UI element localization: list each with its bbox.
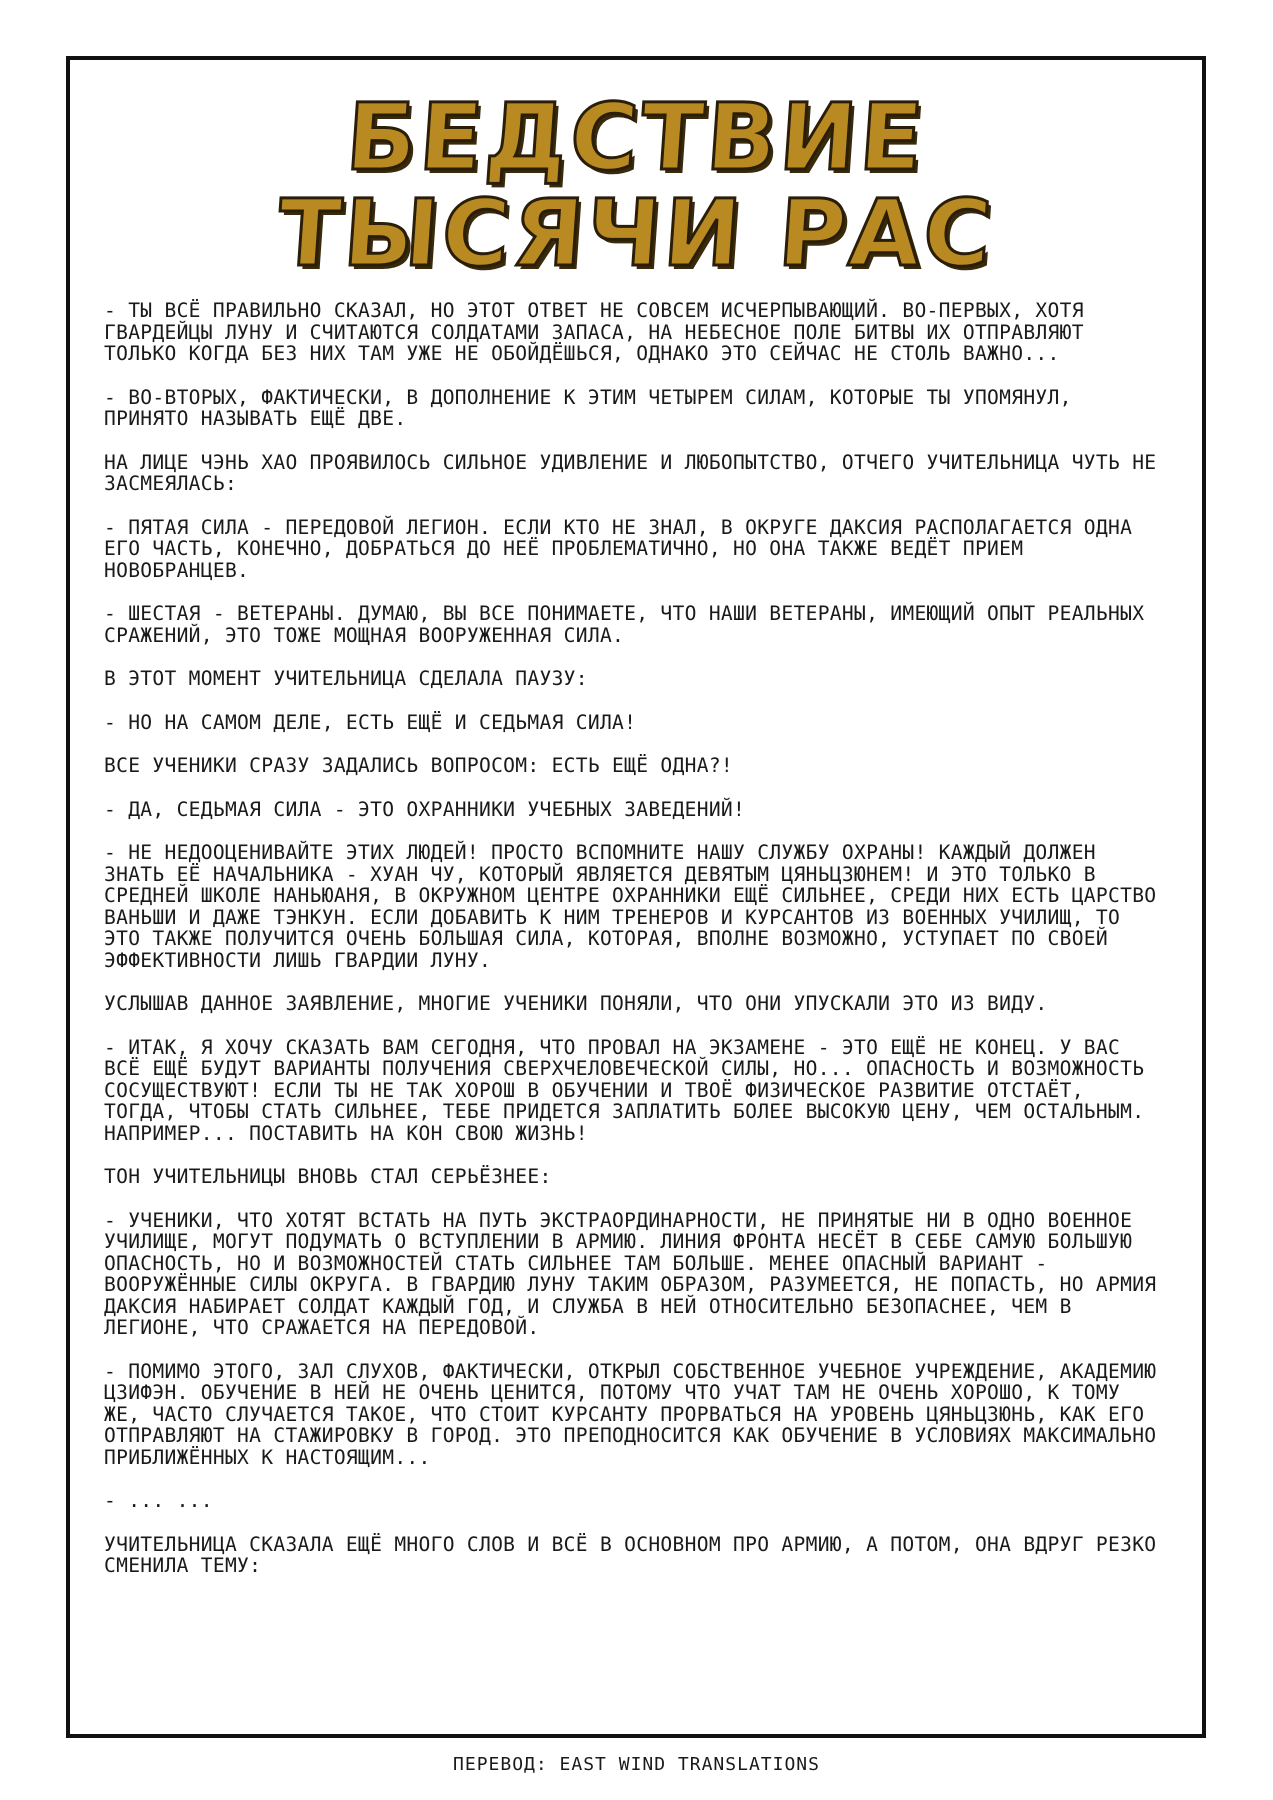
paragraph: - УЧЕНИКИ, ЧТО ХОТЯТ ВСТАТЬ НА ПУТЬ ЭКСТРАОРДИНАРНОСТИ, НЕ ПРИНЯТЫЕ НИ В ОДНО ВОЕННОЕ УЧИЛИЩЕ, МОГУТ ПОДУМАТЬ О ВСТУПЛЕНИИ В АРМИЮ. ЛИНИЯ ФРОНТА НЕСЁТ В СЕБЕ САМУЮ БОЛЬШУЮ ОПАСНОСТЬ, НО И ВОЗМОЖНОСТЕЙ СТАТЬ СИЛЬНЕЕ ТАМ БОЛЬШЕ. МЕНЕЕ ОПАСНЫЙ ВАРИАНТ - ВООРУЖЁННЫЕ СИЛЫ ОКРУГА. В ГВАРДИЮ ЛУНУ ТАКИМ ОБРАЗОМ, РАЗУМЕЕТСЯ, НЕ ПОПАСТЬ, НО АРМИЯ ДАКСИЯ НАБИРАЕТ СОЛДАТ КАЖДЫЙ ГОД, И СЛУЖБА В НЕЙ ОТНОСИТЕЛЬНО БЕЗОПАСНЕЕ, ЧЕМ В ЛЕГИОНЕ, ЧТО СРАЖАЕТСЯ НА ПЕРЕДОВОЙ. — [104, 1208, 1157, 1339]
paragraph: УСЛЫШАВ ДАННОЕ ЗАЯВЛЕНИЕ, МНОГИЕ УЧЕНИКИ ПОНЯЛИ, ЧТО ОНИ УПУСКАЛИ ЭТО ИЗ ВИДУ. — [104, 992, 1048, 1015]
paragraph: - ... ... — [104, 1489, 213, 1512]
page-frame — [66, 56, 1206, 1738]
title-line-2: ТЫСЯЧИ РАС — [274, 180, 998, 287]
paragraph: - ПОМИМО ЭТОГО, ЗАЛ СЛУХОВ, ФАКТИЧЕСКИ, ОТКРЫЛ СОБСТВЕННОЕ УЧЕБНОЕ УЧРЕЖДЕНИЕ, АКАДЕМИЮ ЦЗИФЭН. ОБУЧЕНИЕ В НЕЙ НЕ ОЧЕНЬ ЦЕНИТСЯ, ПОТОМУ ЧТО УЧАТ ТАМ НЕ ОЧЕНЬ ХОРОШО, К ТОМУ ЖЕ, ЧАСТО СЛУЧАЕТСЯ ТАКОЕ, ЧТО СТОИТ КУРСАНТУ ПРОРВАТЬСЯ НА УРОВЕНЬ ЦЯНЬЦЗЮНЬ, КАК ЕГО ОТПРАВЛЯЮТ НА СТАЖИРОВКУ В ГОРОД. ЭТО ПРЕПОДНОСИТСЯ КАК ОБУЧЕНИЕ В УСЛОВИЯХ МАКСИМАЛЬНО ПРИБЛИЖЁННЫХ К НАСТОЯЩИМ... — [104, 1359, 1157, 1469]
paragraph: - ТЫ ВСЁ ПРАВИЛЬНО СКАЗАЛ, НО ЭТОТ ОТВЕТ НЕ СОВСЕМ ИСЧЕРПЫВАЮЩИЙ. ВО-ПЕРВЫХ, ХОТЯ ГВАРДЕЙЦЫ ЛУНУ И СЧИТАЮТСЯ СОЛДАТАМИ ЗАПАСА, НА НЕБЕСНОЕ ПОЛЕ БИТВЫ ИХ ОТПРАВЛЯЮТ ТОЛЬКО КОГДА БЕЗ НИХ ТАМ УЖЕ НЕ ОБОЙДЁШЬСЯ, ОДНАКО ЭТО СЕЙЧАС НЕ СТОЛЬ ВАЖНО... — [104, 299, 1084, 365]
page-title — [70, 84, 1202, 287]
paragraph: ВСЕ УЧЕНИКИ СРАЗУ ЗАДАЛИСЬ ВОПРОСОМ: ЕСТЬ ЕЩЁ ОДНА?! — [104, 754, 734, 777]
article-body — [104, 300, 1168, 1599]
paragraph: - ШЕСТАЯ - ВЕТЕРАНЫ. ДУМАЮ, ВЫ ВСЕ ПОНИМАЕТЕ, ЧТО НАШИ ВЕТЕРАНЫ, ИМЕЮЩИЙ ОПЫТ РЕАЛЬНЫХ СРАЖЕНИЙ, ЭТО ТОЖЕ МОЩНАЯ ВООРУЖЕННАЯ СИЛА. — [104, 602, 1145, 647]
paragraph: - НЕ НЕДООЦЕНИВАЙТЕ ЭТИХ ЛЮДЕЙ! ПРОСТО ВСПОМНИТЕ НАШУ СЛУЖБУ ОХРАНЫ! КАЖДЫЙ ДОЛЖЕН ЗНАТЬ ЕЁ НАЧАЛЬНИКА - ХУАН ЧУ, КОТОРЫЙ ЯВЛЯЕТСЯ ДЕВЯТЫМ ЦЯНЬЦЗЮНЕМ! И ЭТО ТОЛЬКО В СРЕДНЕЙ ШКОЛЕ НАНЬЮАНЯ, В ОКРУЖНОМ ЦЕНТРЕ ОХРАННИКИ ЕЩЁ СИЛЬНЕЕ, СРЕДИ НИХ ЕСТЬ ЦАРСТВО ВАНЬШИ И ДАЖЕ ТЭНКУН. ЕСЛИ ДОБАВИТЬ К НИМ ТРЕНЕРОВ И КУРСАНТОВ ИЗ ВОЕННЫХ УЧИЛИЩ, ТО ЭТО ТАКЖЕ ПОЛУЧИТСЯ ОЧЕНЬ БОЛЬШАЯ СИЛА, КОТОРАЯ, ВПОЛНЕ ВОЗМОЖНО, УСТУПАЕТ ПО СВОЕЙ ЭФФЕКТИВНОСТИ ЛИШЬ ГВАРДИИ ЛУНУ. — [104, 841, 1157, 972]
paragraph: - ВО-ВТОРЫХ, ФАКТИЧЕСКИ, В ДОПОЛНЕНИЕ К ЭТИМ ЧЕТЫРЕМ СИЛАМ, КОТОРЫЕ ТЫ УПОМЯНУЛ, ПРИНЯТО НАЗЫВАТЬ ЕЩЁ ДВЕ. — [104, 385, 1072, 430]
paragraph: ТОН УЧИТЕЛЬНИЦЫ ВНОВЬ СТАЛ СЕРЬЁЗНЕЕ: — [104, 1165, 552, 1188]
title-line-1: БЕДСТВИЕ — [342, 84, 930, 191]
paragraph: - ИТАК, Я ХОЧУ СКАЗАТЬ ВАМ СЕГОДНЯ, ЧТО ПРОВАЛ НА ЭКЗАМЕНЕ - ЭТО ЕЩЁ НЕ КОНЕЦ. У ВАС ВСЁ ЕЩЁ БУДУТ ВАРИАНТЫ ПОЛУЧЕНИЯ СВЕРХЧЕЛОВЕЧЕСКОЙ СИЛЫ, НО... ОПАСНОСТЬ И ВОЗМОЖНОСТЬ СОСУЩЕСТВУЮТ! ЕСЛИ ТЫ НЕ ТАК ХОРОШ В ОБУЧЕНИИ И ТВОЁ ФИЗИЧЕСКОЕ РАЗВИТИЕ ОТСТАЁТ, ТОГДА, ЧТОБЫ СТАТЬ СИЛЬНЕЕ, ТЕБЕ ПРИДЕТСЯ ЗАПЛАТИТЬ БОЛЕЕ ВЫСОКУЮ ЦЕНУ, ЧЕМ ОСТАЛЬНЫМ. НАПРИМЕР... ПОСТАВИТЬ НА КОН СВОЮ ЖИЗНЬ! — [104, 1035, 1145, 1145]
paragraph: - НО НА САМОМ ДЕЛЕ, ЕСТЬ ЕЩЁ И СЕДЬМАЯ СИЛА! — [104, 710, 637, 734]
translation-credit: ПЕРЕВОД: EAST WIND TRANSLATIONS — [453, 1754, 820, 1775]
paragraph: - ПЯТАЯ СИЛА - ПЕРЕДОВОЙ ЛЕГИОН. ЕСЛИ КТО НЕ ЗНАЛ, В ОКРУГЕ ДАКСИЯ РАСПОЛАГАЕТСЯ ОДНА ЕГО ЧАСТЬ, КОНЕЧНО, ДОБРАТЬСЯ ДО НЕЁ ПРОБЛЕМАТИЧНО, НО ОНА ТАКЖЕ ВЕДЁТ ПРИЕМ НОВОБРАНЦЕВ. — [104, 515, 1133, 582]
paragraph: УЧИТЕЛЬНИЦА СКАЗАЛА ЕЩЁ МНОГО СЛОВ И ВСЁ В ОСНОВНОМ ПРО АРМИЮ, А ПОТОМ, ОНА ВДРУГ РЕЗКО СМЕНИЛА ТЕМУ: — [104, 1532, 1157, 1577]
paragraph: - ДА, СЕДЬМАЯ СИЛА - ЭТО ОХРАННИКИ УЧЕБНЫХ ЗАВЕДЕНИЙ! — [104, 797, 746, 821]
paragraph: НА ЛИЦЕ ЧЭНЬ ХАО ПРОЯВИЛОСЬ СИЛЬНОЕ УДИВЛЕНИЕ И ЛЮБОПЫТСТВО, ОТЧЕГО УЧИТЕЛЬНИЦА ЧУТЬ НЕ ЗАСМЕЯЛАСЬ: — [104, 450, 1157, 495]
paragraph: В ЭТОТ МОМЕНТ УЧИТЕЛЬНИЦА СДЕЛАЛА ПАУЗУ: — [104, 667, 588, 690]
